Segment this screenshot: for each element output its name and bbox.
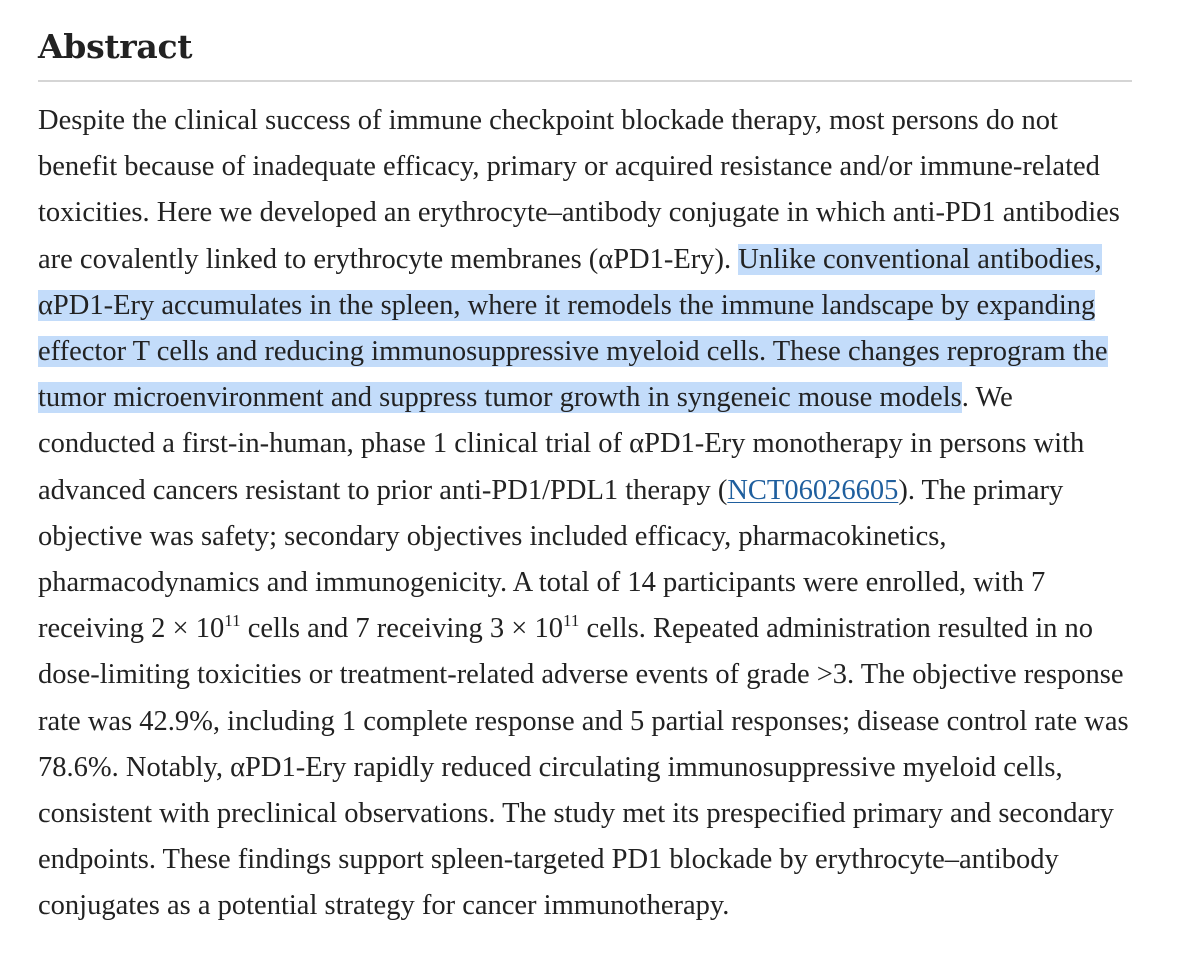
abstract-heading: Abstract — [38, 27, 193, 66]
clinical-trial-link[interactable]: NCT06026605 — [727, 474, 899, 506]
abstract-body[interactable] — [38, 82, 1132, 930]
abstract-section — [38, 24, 1132, 930]
abstract-text-results: cells. Repeated administration resulted in no dose-limiting toxicities or treatment-related adverse events of grade >3. The objective response rate was 42.9%, including 1 complete response and 5 partial responses; disease control rate was 78.6%. Notably, αPD1-Ery rapidly reduced circulating immunosuppressive myeloid cells, consistent with preclinical observations. The study met its prespecified primary and secondary endpoints. These findings support spleen-targeted PD1 blockade by erythrocyte–antibody conjugates as a potential strategy for cancer immunotherapy. — [38, 613, 1129, 922]
dose-exponent-2: 11 — [562, 611, 580, 631]
dose-exponent-1: 11 — [224, 611, 241, 631]
abstract-text-trial: . We conducted a first-in-human, phase 1 clinical trial of αPD1-Ery monotherapy in persons with advanced cancers resistant to prior anti-PD1/PDL1 therapy ( — [38, 382, 1085, 506]
abstract-text-enrollment: ). The primary objective was safety; secondary objectives included efficacy, pharmacokinetics, pharmacodynamics and immunogenicity. A total of 14 participants were enrolled, with 7 receiving 2 × 10 — [38, 474, 1064, 645]
selected-text-highlight[interactable]: Unlike conventional antibodies, αPD1-Ery accumulates in the spleen, where it remodels the immune landscape by expanding effector T cells and reducing immunosuppressive myeloid cells. These changes reprogram the tumor microenvironment and suppress tumor growth in syngeneic mouse models — [38, 243, 1108, 414]
abstract-text-intro: Despite the clinical success of immune checkpoint blockade therapy, most persons do not benefit because of inadequate efficacy, primary or acquired resistance and/or immune-related toxicities. Here we developed an erythrocyte–antibody conjugate in which anti-PD1 antibodies are covalently linked to erythrocyte membranes (αPD1-Ery). — [38, 105, 1120, 275]
abstract-text-dose: cells and 7 receiving 3 × 10 — [240, 613, 563, 645]
